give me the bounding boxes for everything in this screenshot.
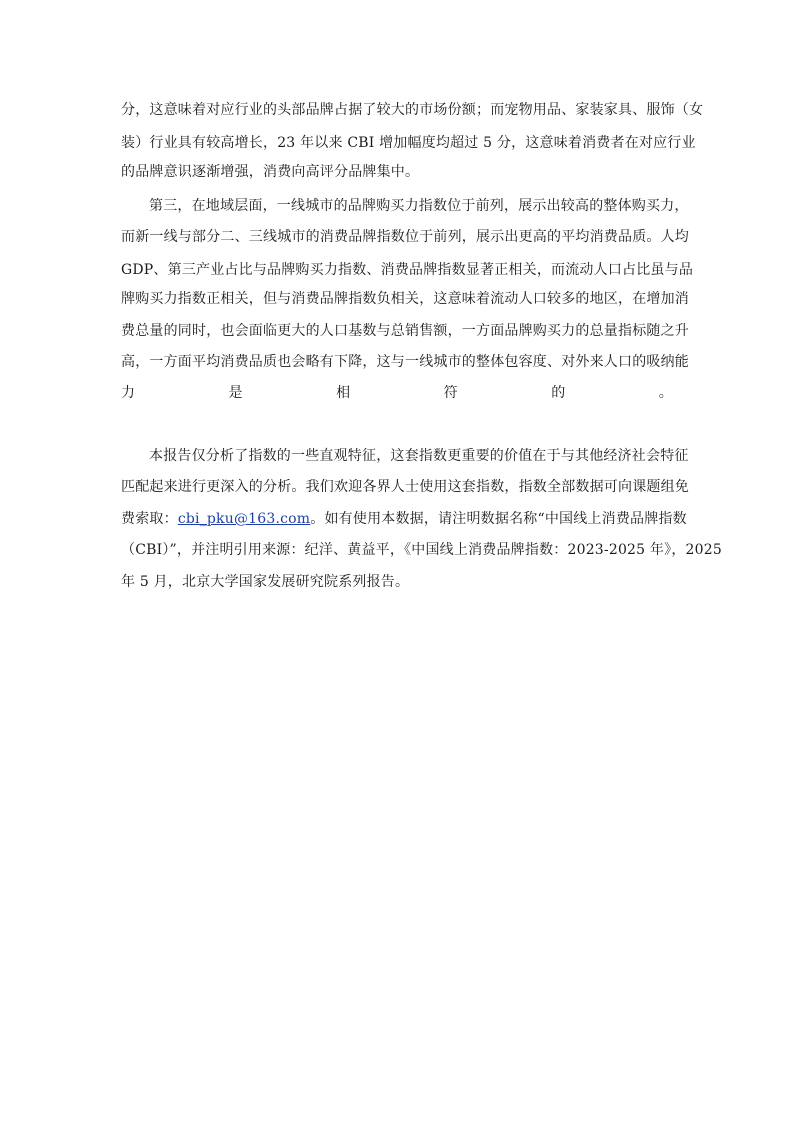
paragraph-2-line-6: 高，一方面平均消费品质也会略有下降，这与一线城市的整体包容度、对外来人口的吸纳能 — [121, 354, 689, 370]
paragraph-3-line-4: （CBI）”，并注明引用来源：纪洋、黄益平，《中国线上消费品牌指数：2023-2025 年》，2025 — [121, 542, 722, 558]
paragraph-1-line-2: 装）行业具有较高增长，23 年以来 CBI 增加幅度均超过 5 分，这意味着消费者在对应行业 — [121, 135, 696, 151]
email-link[interactable]: cbi_pku@163.com — [177, 511, 311, 527]
email-label: 费索取： — [121, 511, 178, 527]
paragraph-2-line-7: 力是相符的。 — [121, 385, 673, 401]
paragraph-2-line-1: 第三，在地域层面，一线城市的品牌购买力指数位于前列，展示出较高的整体购买力， — [149, 198, 689, 214]
paragraph-1-line-1: 分，这意味着对应行业的头部品牌占据了较大的市场份额；而宠物用品、家装家具、服饰（女 — [121, 102, 704, 118]
paragraph-2-line-2: 而新一线与部分二、三线城市的消费品牌指数位于前列，展示出更高的平均消费品质。人均 — [121, 229, 689, 245]
paragraph-1-line-3: 的品牌意识逐渐增强，消费向高评分品牌集中。 — [121, 164, 420, 180]
paragraph-2-line-3: GDP、第三产业占比与品牌购买力指数、消费品牌指数显著正相关，而流动人口占比虽与品 — [121, 262, 694, 278]
paragraph-3-line-1: 本报告仅分析了指数的一些直观特征，这套指数更重要的价值在于与其他经济社会特征 — [149, 448, 689, 464]
paragraph-2-line-4: 牌购买力指数正相关，但与消费品牌指数负相关，这意味着流动人口较多的地区，在增加消 — [121, 291, 689, 307]
paragraph-2-line-5: 费总量的同时，也会面临更大的人口基数与总销售额，一方面品牌购买力的总量指标随之升 — [121, 323, 689, 339]
paragraph-2-line-8 — [121, 414, 673, 436]
paragraph-3-line-3 — [121, 508, 687, 530]
paragraph-3-line-2: 匹配起来进行更深入的分析。我们欢迎各界人士使用这套指数，指数全部数据可向课题组免 — [121, 479, 689, 495]
email-followup: 。如有使用本数据，请注明数据名称“中国线上消费品牌指数 — [310, 511, 687, 527]
paragraph-3-line-5: 年 5 月，北京大学国家发展研究院系列报告。 — [121, 574, 410, 590]
